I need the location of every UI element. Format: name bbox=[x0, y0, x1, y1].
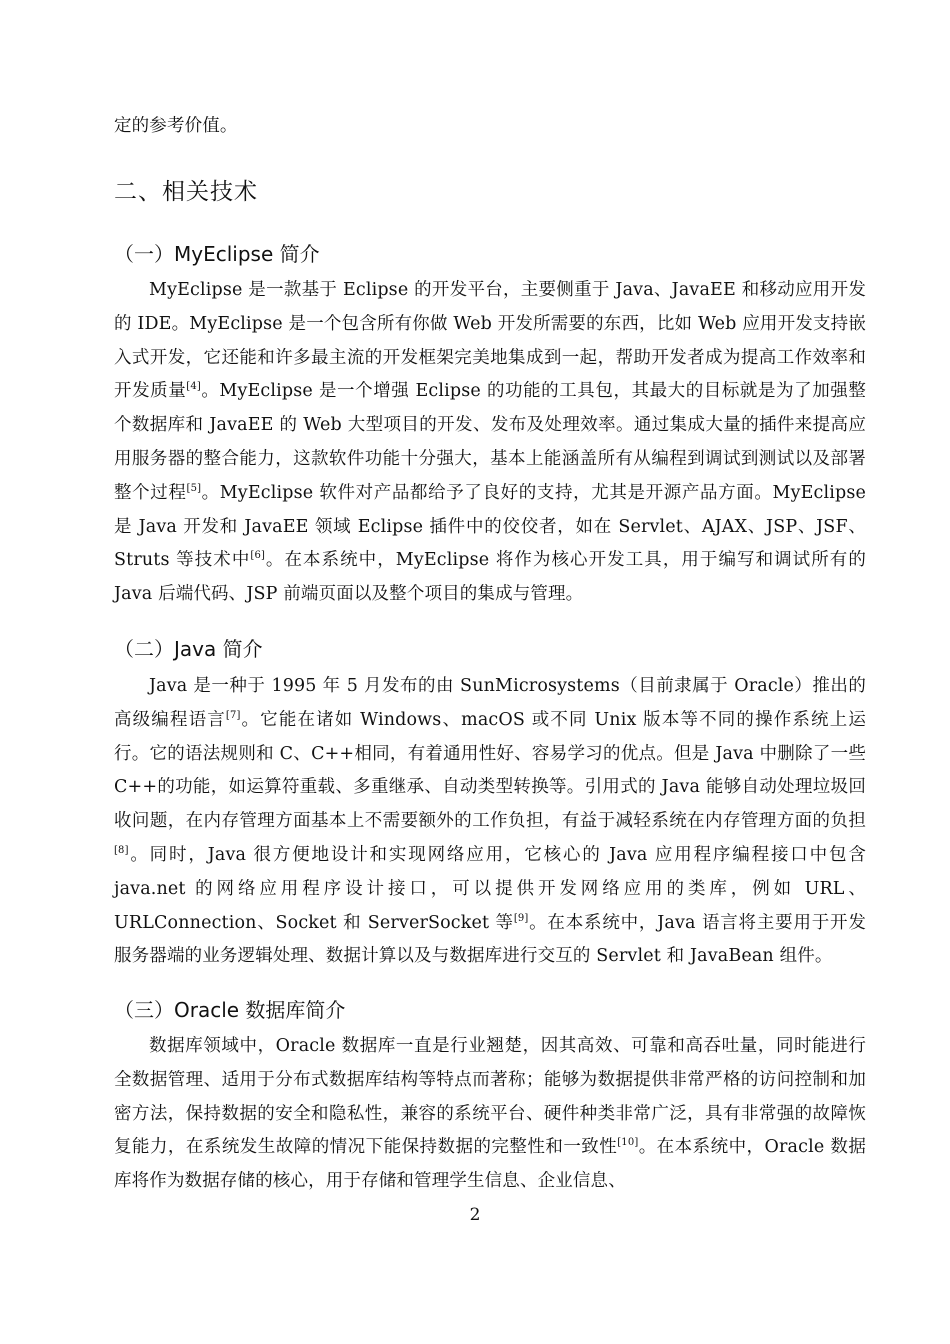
citation: [9] bbox=[513, 912, 529, 924]
citation: [10] bbox=[617, 1137, 639, 1149]
continuation-paragraph: 定的参考价值。 bbox=[114, 116, 238, 136]
citation: [7] bbox=[225, 709, 241, 721]
citation: [8] bbox=[114, 844, 129, 856]
subsection-heading-oracle: （三）Oracle 数据库简介 bbox=[114, 998, 346, 1022]
section-title: 二、相关技术 bbox=[114, 179, 258, 205]
citation: [6] bbox=[250, 550, 266, 562]
subsection-heading-java: （二）Java 简介 bbox=[114, 637, 263, 661]
citation: [5] bbox=[186, 482, 202, 494]
subsection-heading-myeclipse: （一）MyEclipse 简介 bbox=[114, 242, 320, 266]
citation: [4] bbox=[186, 381, 201, 393]
paragraph-java: Java 是一种于 1995 年 5 月发布的由 SunMicrosystems（目前隶属于 Oracle）推出的高级编程语言[7]。它能在诸如 Windows、macOS 或不同 Unix 版本等不同的操作系统上运行。它的语法规则和 C、C++相同，有着通用性好、容易学习的优点。但是 Java 中删除了一些 C++的功能，如运算符重载、多重继承、自动类型转换等。引用式的 Java 能够自动处理垃圾回收问题，在内存管理方面基本上不需要额外的工作负担，有益于减轻系统在内存管理方面的负担[8]。同时，Java 很方便地设计和实现网络应用，它核心的 Java 应用程序编程接口中包含 java.net 的网络应用程序设计接口，可以提供开发网络应用的类库，例如 URL、URLConnection、Socket 和 ServerSocket 等[9]。在本系统中，Java 语言将主要用于开发服务器端的业务逻辑处理、数据计算以及与数据库进行交互的 Servlet 和 JavaBean 组件。 bbox=[114, 676, 866, 967]
paragraph-myeclipse: MyEclipse 是一款基于 Eclipse 的开发平台，主要侧重于 Java、JavaEE 和移动应用开发的 IDE。MyEclipse 是一个包含所有你做 Web 开发所需要的东西，比如 Web 应用开发支持嵌入式开发，它还能和许多最主流的开发框架完美地集成到一起，帮助开发者成为提高工作效率和开发质量[4]。MyEclipse 是一个增强 Eclipse 的功能的工具包，其最大的目标就是为了加强整个数据库和 JavaEE 的 Web 大型项目的开发、发布及处理效率。通过集成大量的插件来提高应用服务器的整合能力，这款软件功能十分强大，基本上能涵盖所有从编程到调试到测试以及部署整个过程[5]。MyEclipse 软件对产品都给予了良好的支持，尤其是开源产品方面。MyEclipse 是 Java 开发和 JavaEE 领域 Eclipse 插件中的佼佼者，如在 Servlet、AJAX、JSP、JSF、Struts 等技术中[6]。在本系统中，MyEclipse 将作为核心开发工具，用于编写和调试所有的 Java 后端代码、JSP 前端页面以及整个项目的集成与管理。 bbox=[114, 280, 866, 605]
paragraph-oracle: 数据库领域中，Oracle 数据库一直是行业翘楚，因其高效、可靠和高吞吐量，同时能进行全数据管理、适用于分布式数据库结构等特点而著称；能够为数据提供非常严格的访问控制和加密方法，保持数据的安全和隐私性，兼容的系统平台、硬件种类非常广泛，具有非常强的故障恢复能力，在系统发生故障的情况下能保持数据的完整性和一致性[10]。在本系统中，Oracle 数据库将作为数据存储的核心，用于存储和管理学生信息、企业信息、 bbox=[114, 1036, 866, 1192]
page-number: 2 bbox=[469, 1205, 481, 1225]
